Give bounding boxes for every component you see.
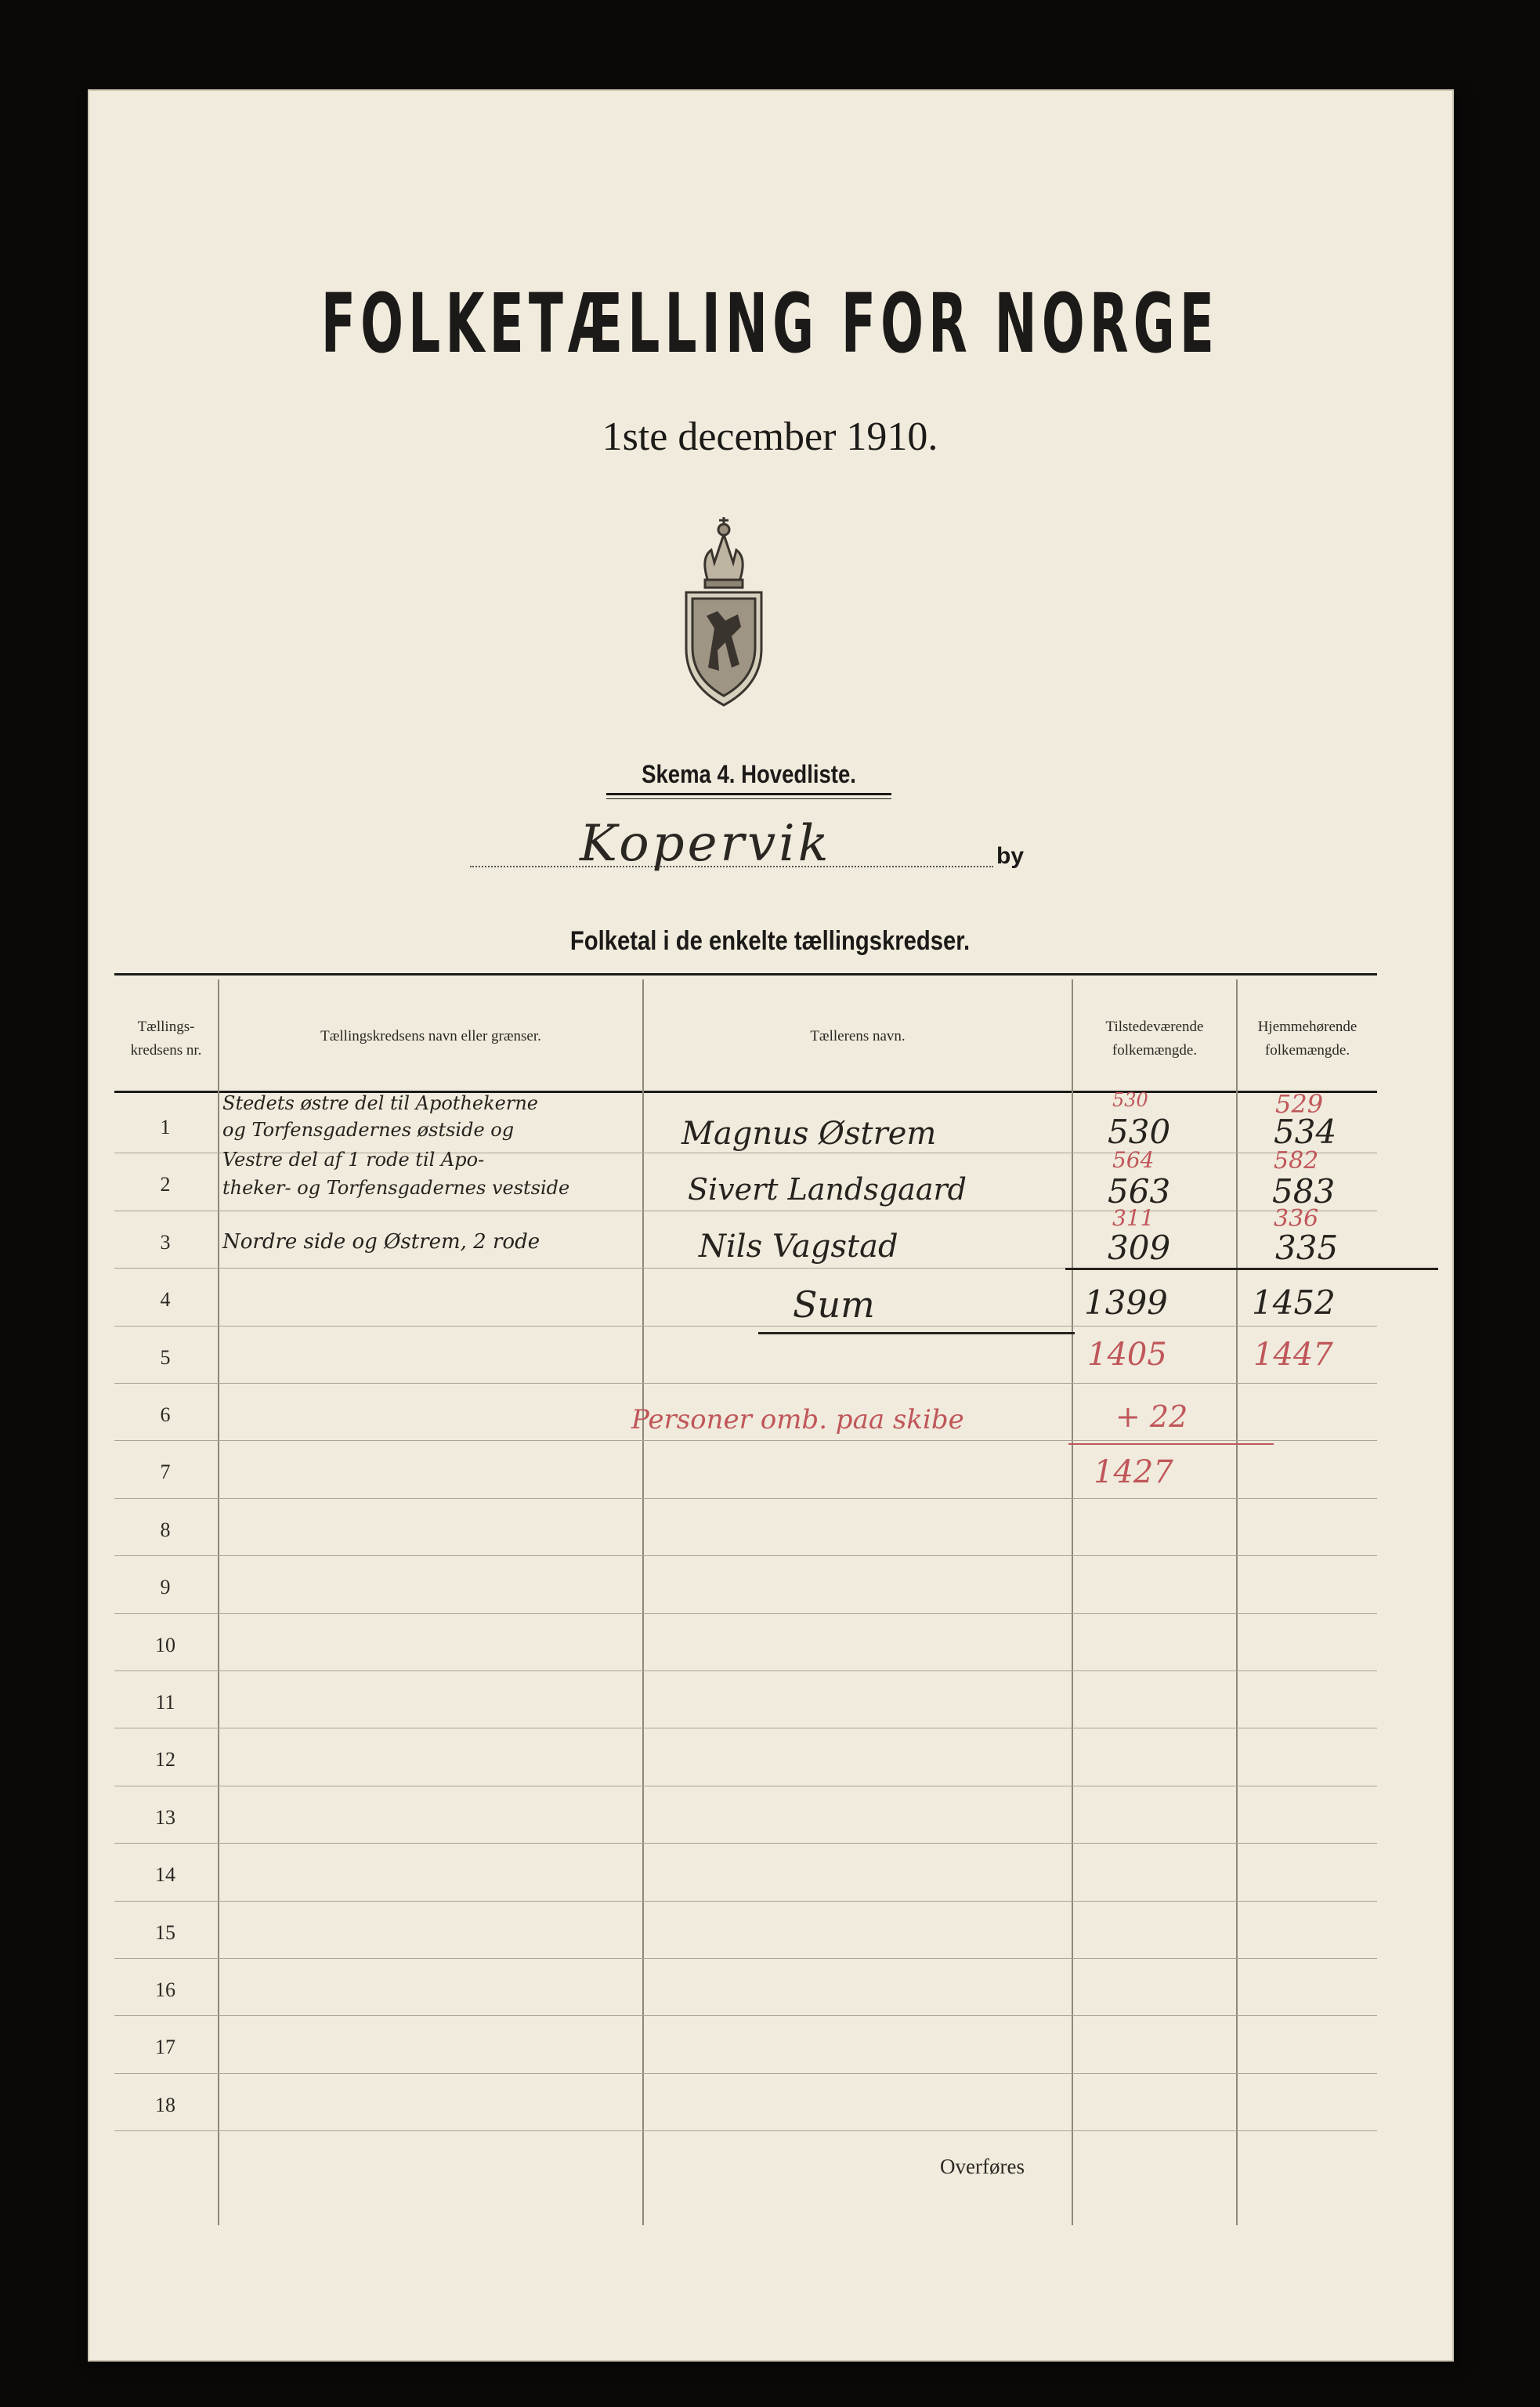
row-divider (114, 1843, 1377, 1844)
row-divider (114, 2073, 1377, 2074)
row-divider (114, 1498, 1377, 1499)
schema-underline-thin (606, 798, 891, 799)
header-district-number: Tællings- kredsens nr. (130, 1019, 202, 1059)
header-present-population: Tilstedeværende folkemængde. (1105, 1019, 1204, 1059)
town-name: Kopervik (580, 815, 832, 873)
row-divider (114, 2015, 1377, 2016)
district-2-name-line1: Vestre del af 1 rode til Apo- (222, 1149, 485, 1171)
district-3-name: Nordre side og Østrem, 2 rode (222, 1230, 540, 1254)
resident-2-correction: 582 (1274, 1147, 1319, 1175)
row-number: 2 (160, 1173, 171, 1196)
row-number: 12 (155, 1748, 175, 1772)
row-divider (114, 1555, 1377, 1556)
row-number: 15 (155, 1920, 175, 1944)
resident-1: 534 (1274, 1113, 1337, 1151)
district-2-name-line2: theker- og Torfensgadernes vestside (222, 1177, 570, 1199)
final-total: 1427 (1094, 1454, 1173, 1490)
row-number: 14 (155, 1863, 175, 1887)
sum-label: Sum (793, 1283, 875, 1326)
subtotal-underline (1065, 1268, 1438, 1270)
header-resident-population: Hjemmehørende folkemængde. (1257, 1019, 1357, 1059)
column-divider (1072, 979, 1073, 2225)
corrected-present: 1405 (1087, 1337, 1167, 1373)
row-number: 7 (160, 1460, 171, 1484)
row-number: 4 (160, 1288, 171, 1312)
corrected-resident: 1447 (1253, 1337, 1333, 1373)
district-1-name-line1: Stedets østre del til Apothekerne (222, 1092, 538, 1114)
row-number: 10 (155, 1633, 175, 1656)
document-date: 1ste december 1910. (602, 414, 938, 459)
present-2: 563 (1108, 1172, 1171, 1211)
column-divider (1236, 979, 1238, 2225)
resident-3: 335 (1275, 1229, 1339, 1267)
present-1: 530 (1108, 1113, 1171, 1151)
row-number: 8 (160, 1518, 171, 1541)
present-3: 309 (1108, 1229, 1171, 1267)
header-district-name: Tællingskredsens navn eller grænser. (320, 1028, 541, 1044)
sum-resident: 1452 (1252, 1283, 1336, 1322)
resident-1-correction: 529 (1275, 1089, 1324, 1119)
row-divider (114, 1958, 1377, 1959)
row-divider (114, 1670, 1377, 1671)
counter-3-name: Nils Vagstad (699, 1229, 898, 1265)
row-number: 13 (155, 1805, 175, 1829)
present-3-correction: 311 (1112, 1205, 1155, 1231)
sum-underline (758, 1332, 1075, 1334)
district-1-name-line2: og Torfensgadernes østside og (222, 1119, 515, 1141)
table-top-rule (114, 973, 1377, 975)
sum-present: 1399 (1084, 1283, 1168, 1322)
present-2-correction: 564 (1112, 1147, 1155, 1173)
header-counter-name: Tællerens navn. (810, 1028, 906, 1044)
town-suffix: by (996, 843, 1025, 869)
ships-note-underline (1068, 1443, 1274, 1445)
row-number: 1 (160, 1116, 171, 1138)
row-number: 18 (155, 2093, 175, 2116)
row-divider (114, 1383, 1377, 1384)
row-number: 5 (160, 1345, 171, 1369)
ships-value: + 22 (1115, 1399, 1188, 1434)
schema-underline (606, 793, 891, 795)
coat-of-arms-icon (677, 511, 771, 708)
document-title: FOLKETÆLLING FOR NORGE (320, 276, 1220, 371)
row-divider (114, 2130, 1377, 2131)
row-number: 6 (160, 1403, 171, 1426)
row-number: 3 (160, 1230, 171, 1254)
row-divider (114, 1440, 1377, 1441)
resident-3-correction: 336 (1274, 1205, 1319, 1232)
row-divider (114, 1326, 1377, 1327)
row-number: 17 (155, 2036, 175, 2059)
row-number: 16 (155, 1978, 175, 2001)
counter-2-name: Sivert Landsgaard (688, 1172, 967, 1207)
row-divider (114, 1613, 1377, 1614)
present-1-correction: 530 (1112, 1089, 1148, 1111)
resident-2: 583 (1272, 1172, 1336, 1211)
ships-note: Personer omb. paa skibe (631, 1404, 964, 1435)
counter-1-name: Magnus Østrem (681, 1116, 937, 1152)
table-heading: Folketal i de enkelte tællingskredser. (569, 926, 971, 956)
column-divider (642, 979, 644, 2225)
column-divider (218, 979, 219, 2225)
row-number: 9 (160, 1576, 171, 1599)
schema-label: Skema 4. Hovedliste. (642, 760, 856, 788)
row-divider (114, 1901, 1377, 1902)
carry-forward-label: Overføres (940, 2155, 1025, 2178)
row-number: 11 (155, 1691, 175, 1714)
